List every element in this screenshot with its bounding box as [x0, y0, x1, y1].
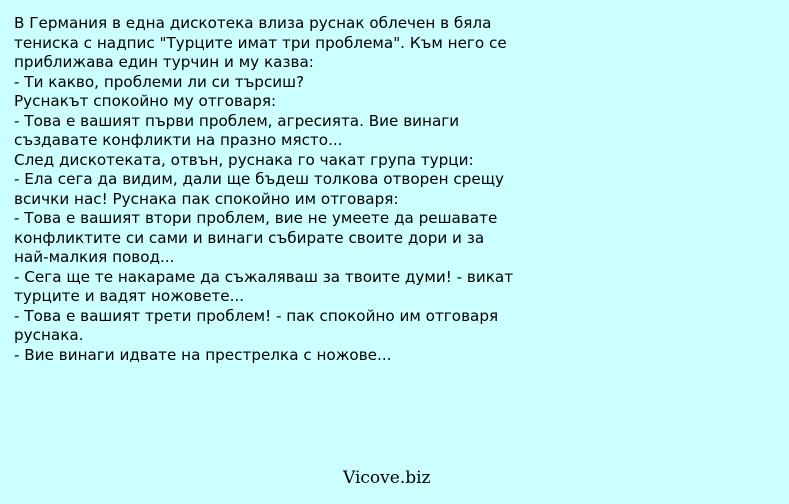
joke-line: - Ти какво, проблеми ли си търсиш? — [14, 72, 305, 91]
joke-line: тениска с надпис "Турците имат три проблема". Към него се — [14, 33, 507, 52]
joke-line: - Това е вашият трети проблем! - пак спокойно им отговаря — [14, 306, 499, 325]
joke-line: - Сега ще те накараме да съжаляваш за твоите думи! - викат — [14, 267, 514, 286]
joke-line: След дискотеката, отвън, руснака го чакат група турци: — [14, 150, 474, 169]
joke-line: създавате конфликти на празно място... — [14, 131, 343, 149]
joke-line: - Това е вашият първи проблем, агресията. Вие винаги — [14, 111, 460, 130]
joke-line: приближава един турчин и му казва: — [14, 53, 314, 71]
joke-line: - Това е вашият втори проблем, вие не умеете да решавате — [14, 209, 498, 227]
joke-line: руснака. — [14, 326, 84, 344]
joke-line: най-малкия повод... — [14, 248, 175, 266]
joke-text — [14, 14, 574, 365]
joke-line: турците и вадят ножовете... — [14, 287, 245, 305]
joke-line: всички нас! Руснака пак спокойно им отговаря: — [14, 189, 399, 208]
joke-line: Руснакът спокойно му отговаря: — [14, 92, 277, 110]
joke-line: конфликтите си сами и винаги събирате своите дори и за — [14, 228, 485, 247]
joke-line: - Ела сега да видим, дали ще бъдеш толкова отворен срещу — [14, 170, 504, 188]
joke-line: В Германия в една дискотека влиза руснак облечен в бяла — [14, 14, 492, 32]
joke-line: - Вие винаги идвате на престрелка с ножове... — [14, 345, 392, 364]
site-watermark: Vicove.biz — [343, 468, 431, 488]
